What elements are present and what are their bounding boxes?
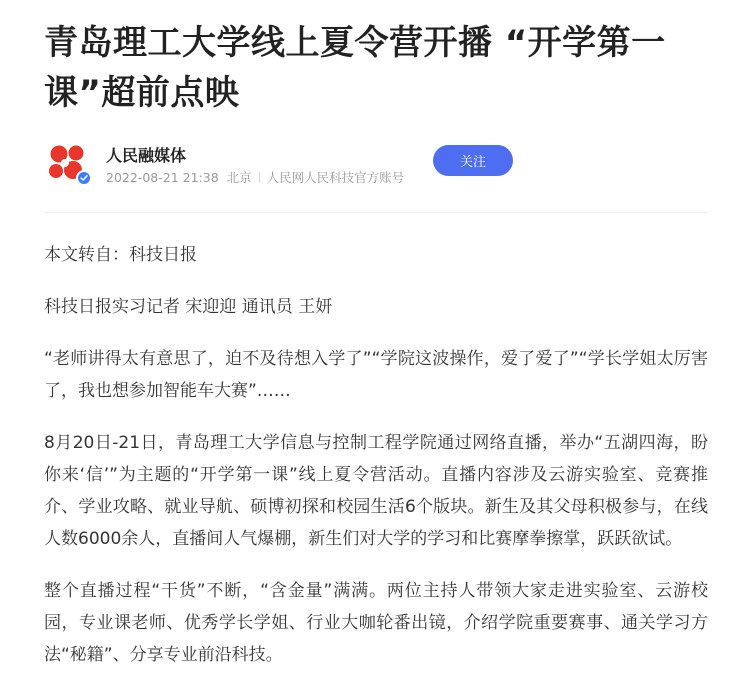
article-title: 青岛理工大学线上夏令营开播 “开学第一课”超前点映 bbox=[44, 23, 666, 113]
meta-divider bbox=[259, 172, 260, 183]
article-body bbox=[44, 239, 708, 671]
publish-datetime: 2022-08-21 21:38 bbox=[106, 170, 219, 185]
verified-badge-icon bbox=[76, 170, 92, 186]
publish-location: 北京 bbox=[226, 170, 252, 185]
article bbox=[44, 0, 708, 691]
header-divider bbox=[44, 212, 708, 213]
follow-button[interactable]: 关注 bbox=[433, 145, 513, 176]
account-description: 人民网人民科技官方账号 bbox=[266, 170, 405, 185]
paragraph-quote: “老师讲得太有意思了，迫不及待想入学了”“学院这波操作，爱了爱了”“学长学姐太厉害了，我也想参加智能车大赛”…… bbox=[44, 349, 708, 401]
author-row bbox=[44, 140, 708, 200]
paragraph-livestream: 整个直播过程“干货”不断，“含金量”满满。两位主持人带领大家走进实验室、云游校园，专业课老师、优秀学长学姐、行业大咖轮番出镜，介绍学院重要赛事、通关学习方法“秘籍”、分享专业前沿科技。 bbox=[44, 581, 708, 665]
author-name[interactable]: 人民融媒体 bbox=[106, 146, 187, 165]
author-meta bbox=[106, 168, 404, 186]
author-avatar[interactable] bbox=[44, 140, 92, 188]
paragraph-source: 本文转自：科技日报 bbox=[44, 245, 197, 265]
paragraph-byline: 科技日报实习记者 宋迎迎 通讯员 王妍 bbox=[44, 297, 333, 317]
paragraph-event: 8月20日-21日，青岛理工大学信息与控制工程学院通过网络直播，举办“五湖四海，盼你来‘信’”为主题的“开学第一课”线上夏令营活动。直播内容涉及云游实验室、竞赛推介、学业攻略、就业导航、硕博初探和校园生活6个版块。新生及其父母积极参与，在线人数6000余人，直播间人气爆棚，新生们对大学的学习和比赛摩拳擦掌，跃跃欲试。 bbox=[44, 433, 708, 549]
